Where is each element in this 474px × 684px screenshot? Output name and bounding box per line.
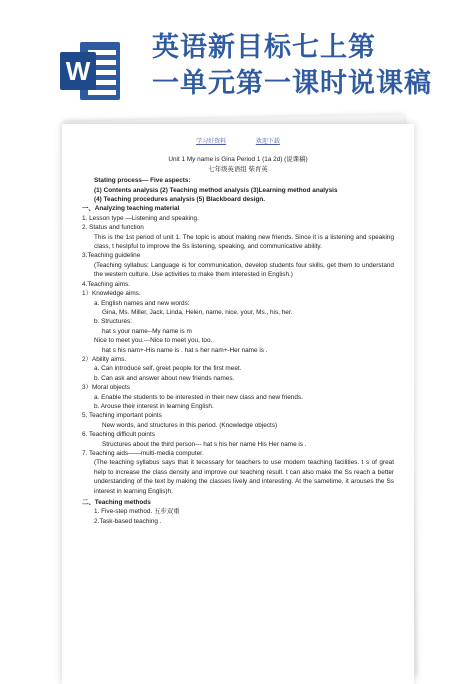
title-line-2: 一单元第一课时说课稿 (152, 68, 432, 99)
document-body (62, 124, 414, 526)
text-line: a. English names and new words: (94, 299, 190, 307)
text-line: Stating process— Five aspects: (94, 177, 191, 185)
title-line-1: 英语新目标七上第 (152, 32, 376, 63)
text-line: 2. Status and function (82, 224, 144, 232)
text-line: b. Structures: (94, 318, 133, 326)
link-download[interactable]: 欢迎下载 (255, 139, 280, 145)
text-line: 3）Moral objects (82, 384, 130, 392)
text-line: (4) Teaching procedures analysis (5) Blackboard design. (94, 196, 266, 204)
page-title (152, 30, 470, 102)
text-line: 4.Teaching aims. (82, 280, 130, 288)
text-line: a. Enable the students to be interested in their new class and new friends. (94, 393, 303, 401)
text-line: hat s his nam+-His name is . hat s her nam+-Her name is . (102, 346, 268, 354)
text-line: 1）Knowledge aims. (82, 290, 141, 298)
text-line: b. Arouse their interest in learning English. (94, 402, 214, 410)
text-line: 3.Teaching guideline (82, 252, 141, 260)
text-paragraph: This is the 1st period of unit 1. The topic is about making new friends. Since it is a listening and speaking class, t hesIpful to improve the Ss listening, speaking, and communicative ability. (94, 233, 394, 251)
text-paragraph: (The teaching syllabus says that it tecessary for teachers to use modern teaching facilities. t s of great help to increase the class density and improve our teaching result. t can also make the Ss reach a better understanding of the text by making the classes lively and interesting. At the sametime, it arouses the Ss interest in learning Englis)h. (94, 459, 394, 495)
text-paragraph: (Teaching syllabus: Language is for communication, develop students four skills, get them to understand the western culture. Use activities to make them interested in English.) (94, 261, 394, 279)
section-heading: 二、Teaching methods (82, 499, 151, 507)
text-line: 2）Ability aims. (82, 355, 127, 363)
doc-heading: Unit 1 My name is Gina Period 1 (1a 2d) (说课稿) (168, 156, 308, 164)
text-line: 1. Lesson type —Listening and speaking. (82, 214, 199, 222)
svg-text:W: W (65, 56, 91, 86)
text-line: b. Can ask and answer about new friends names. (94, 374, 235, 382)
text-line: Gina, Ms. Miller, Jack, Linda, Helen, name, nice, your, Ms., his, her. (102, 308, 293, 316)
text-line: 6. Teaching difficult points (82, 431, 155, 439)
document-page (62, 124, 414, 684)
text-line: 1. Five-step method. 五步双重 (94, 508, 180, 516)
link-study-material[interactable]: 学习好资料 (196, 139, 227, 145)
text-line: 2.Task-based teaching . (94, 517, 162, 525)
section-heading: 一、Analyzing teaching material (82, 205, 180, 213)
word-icon (58, 38, 124, 104)
text-line: Nice to meet you.---Nice to meet you, too. (94, 337, 213, 345)
text-line: (1) Contents analysis (2) Teaching method analysis (3)Learning method analysis (94, 186, 338, 194)
text-line: New words, and structures in this period. (Knowledge objects) (102, 421, 278, 429)
top-links (82, 138, 394, 147)
title-banner (0, 0, 474, 120)
doc-subheading: 七年级英语组 柴育英 (208, 165, 268, 173)
text-line: hat s your name--My name is m (102, 327, 192, 335)
text-line: 7. Teaching aids——multi-media computer. (82, 450, 204, 457)
text-line: Structures about the third person--- hat s his her name His Her name is . (102, 440, 307, 448)
text-line: 5. Teaching important points (82, 412, 162, 420)
text-line: a. Can introduce self, greet people for the first meet. (94, 365, 242, 373)
